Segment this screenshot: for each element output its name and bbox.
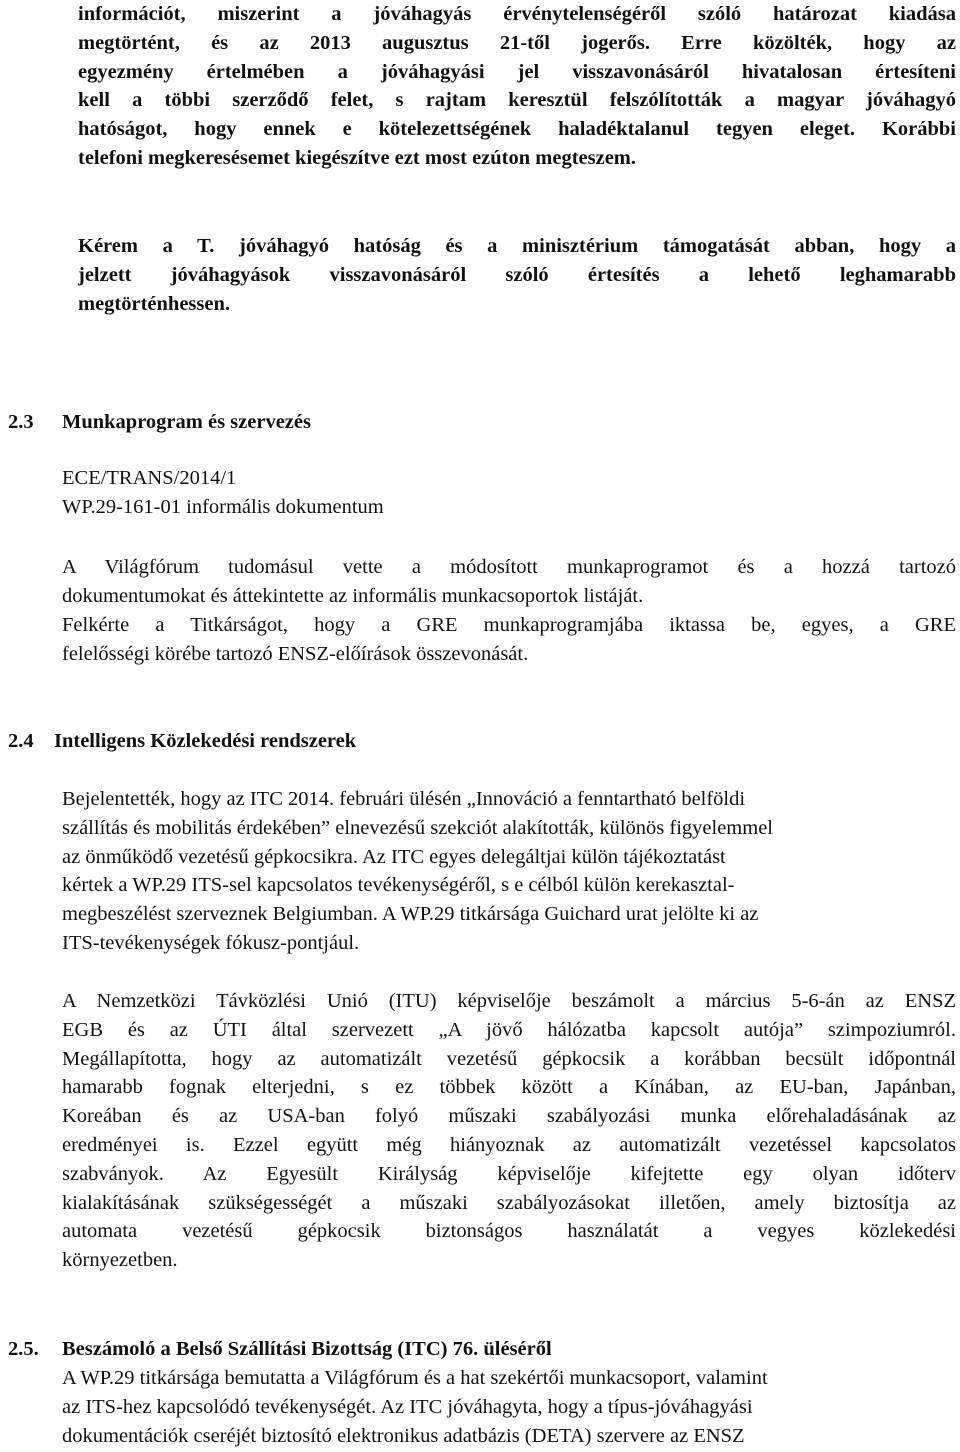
paragraph-line: A WP.29 titkársága bemutatta a Világfórum és a hat szekértői munkacsoport, valamint <box>62 1367 768 1389</box>
section-2-3-heading <box>8 408 908 437</box>
section-title: Intelligens Közlekedési rendszerek <box>54 730 357 752</box>
section-title: Munkaprogram és szervezés <box>62 411 311 433</box>
paragraph-line: Koreában és az USA-ban folyó műszaki szabályozási munka előrehaladásának az <box>62 1105 956 1128</box>
doc-ref: ECE/TRANS/2014/1 <box>62 467 237 489</box>
paragraph-line: Felkérte a Titkárságot, hogy a GRE munkaprogramjába iktassa be, egyes, a GRE <box>62 614 956 636</box>
request-line: megtörténhessen. <box>78 292 231 315</box>
paragraph-line: dokumentumokat és áttekintette az informális munkacsoportok listáját. <box>62 584 644 607</box>
paragraph-line: automata vezetésű gépkocsik biztonságos használatát a vegyes közlekedési <box>62 1220 956 1243</box>
paragraph-line: dokumentációk cseréjét biztosító elektronikus adatbázis (DETA) szervere az ENSZ <box>62 1424 745 1447</box>
paragraph-line: felelősségi körébe tartozó ENSZ-előírások összevonását. <box>62 642 529 665</box>
intro-line: kell a többi szerződő felet, s rajtam keresztül felszólították a magyar jóváhagyó <box>78 89 956 112</box>
doc-ref: WP.29-161-01 informális dokumentum <box>62 495 384 518</box>
paragraph-line: eredményei is. Ezzel együtt még hiányoznak az automatizált vezetéssel kapcsolatos <box>62 1133 956 1156</box>
intro-line: telefoni megkeresésemet kiegészítve ezt most ezúton megteszem. <box>78 146 637 169</box>
paragraph-line: A Világfórum tudomásul vette a módosított munkaprogramot és a hozzá tartozó <box>62 556 956 578</box>
paragraph-line: A Nemzetközi Távközlési Unió (ITU) képviselője beszámolt a március 5-6-án az ENSZ <box>62 990 956 1012</box>
section-2-4-heading <box>8 727 908 756</box>
request-line: jelzett jóváhagyások visszavonásáról szóló értesítés a lehető leghamarabb <box>78 263 956 286</box>
intro-line: hatóságot, hogy ennek e kötelezettségének haladéktalanul tegyen eleget. Korábbi <box>78 118 956 141</box>
section-2-5-paragraph-1 <box>62 1364 956 1450</box>
section-title: Beszámoló a Belső Szállítási Bizottság (ITC) 76. üléséről <box>62 1338 552 1360</box>
paragraph-line: kialakításának szükségességét a műszaki szabályozásokat illetően, amely biztosítja az <box>62 1191 956 1214</box>
intro-line: megtörtént, és az 2013 augusztus 21-től jogerős. Erre közölték, hogy az <box>78 31 956 54</box>
request-paragraph <box>78 232 956 318</box>
section-number: 2.3 <box>8 411 34 433</box>
intro-line: információt, miszerint a jóváhagyás érvénytelenségéről szóló határozat kiadása <box>78 3 956 25</box>
section-2-3-paragraph-1 <box>62 553 956 611</box>
section-number: 2.4 <box>8 730 34 752</box>
paragraph-line: kértek a WP.29 ITS-sel kapcsolatos tevékenységéről, s e célból külön kerekasztal- <box>62 874 735 897</box>
paragraph-line: ITS-tevékenységek fókusz-pontjául. <box>62 931 360 954</box>
intro-line: egyezmény értelmében a jóváhagyási jel visszavonásáról hivatalosan értesíteni <box>78 60 956 83</box>
paragraph-line: az ITS-hez kapcsolódó tevékenységét. Az ITC jóváhagyta, hogy a típus-jóváhagyási <box>62 1395 753 1418</box>
paragraph-line: környezetben. <box>62 1249 178 1272</box>
paragraph-line: Megállapította, hogy az automatizált vezetésű gépkocsik a korábban becsült időpontnál <box>62 1047 956 1070</box>
section-2-4-paragraph-2 <box>62 987 956 1275</box>
paragraph-line: megbeszélést szerveznek Belgiumban. A WP.29 titkársága Guichard urat jelölte ki az <box>62 903 759 926</box>
section-2-4-paragraph-1 <box>62 785 942 958</box>
section-2-3-paragraph-2 <box>62 611 956 669</box>
paragraph-line: az önműködő vezetésű gépkocsikra. Az ITC egyes delegáltjai külön tájékoztatást <box>62 845 726 868</box>
paragraph-line: szabványok. Az Egyesült Királyság képviselője kifejtette egy olyan időterv <box>62 1162 956 1185</box>
intro-paragraph <box>78 0 956 173</box>
paragraph-line: EGB és az ÚTI által szervezett „A jövő hálózatba kapcsolt autója” szimpoziumról. <box>62 1018 956 1041</box>
section-2-5-heading <box>8 1335 908 1364</box>
request-line: Kérem a T. jóváhagyó hatóság és a minisztérium támogatását abban, hogy a <box>78 235 956 257</box>
paragraph-line: Bejelentették, hogy az ITC 2014. februári ülésén „Innováció a fenntartható belföldi <box>62 788 746 810</box>
paragraph-line: hamarabb fognak elterjedni, s ez többek között a Kínában, az EU-ban, Japánban, <box>62 1076 956 1099</box>
paragraph-line: szállítás és mobilitás érdekében” elnevezésű szekciót alakították, különös figyelemmel <box>62 816 773 839</box>
section-number: 2.5. <box>8 1338 39 1360</box>
document-references <box>62 464 942 522</box>
